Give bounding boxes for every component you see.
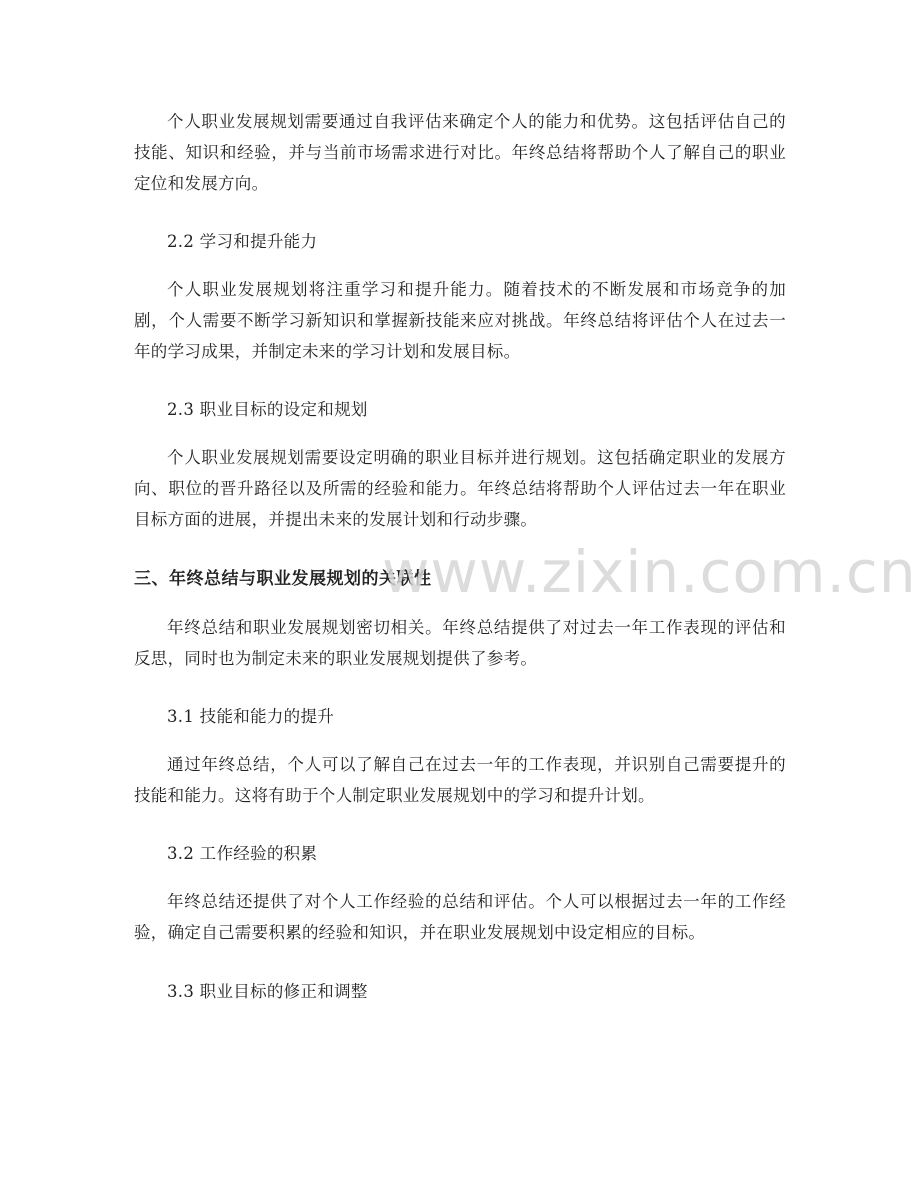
section-heading-2-3: 2.3 职业目标的设定和规划 (167, 400, 368, 419)
section-heading-3-3: 3.3 职业目标的修正和调整 (167, 982, 368, 1001)
section-heading-3-1: 3.1 技能和能力的提升 (167, 707, 335, 726)
paragraph-experience: 年终总结还提供了对个人工作经验的总结和评估。个人可以根据过去一年的工作经验，确定自己需要积累的经验和知识，并在职业发展规划中设定相应的目标。 (134, 892, 786, 942)
paragraph-self-assessment: 个人职业发展规划需要通过自我评估来确定个人的能力和优势。这包括评估自己的技能、知识和经验，并与当前市场需求进行对比。年终总结将帮助个人了解自己的职业定位和发展方向。 (134, 112, 786, 193)
paragraph-skill-improvement: 通过年终总结，个人可以了解自己在过去一年的工作表现，并识别自己需要提升的技能和能力。这将有助于个人制定职业发展规划中的学习和提升计划。 (134, 755, 786, 805)
paragraph-correlation: 年终总结和职业发展规划密切相关。年终总结提供了对过去一年工作表现的评估和反思，同时也为制定未来的职业发展规划提供了参考。 (134, 618, 786, 668)
paragraph-learning: 个人职业发展规划将注重学习和提升能力。随着技术的不断发展和市场竞争的加剧，个人需要不断学习新知识和掌握新技能来应对挑战。年终总结将评估个人在过去一年的学习成果，并制定未来的学习计划和发展目标。 (134, 280, 786, 361)
paragraph-career-goals: 个人职业发展规划需要设定明确的职业目标并进行规划。这包括确定职业的发展方向、职位的晋升路径以及所需的经验和能力。年终总结将帮助个人评估过去一年在职业目标方面的进展，并提出未来的发展计划和行动步骤。 (134, 448, 786, 529)
watermark: www.zixin.com.cn (382, 538, 917, 606)
chapter-heading-3: 三、年终总结与职业发展规划的关联性 (134, 569, 432, 589)
section-heading-3-2: 3.2 工作经验的积累 (167, 844, 318, 863)
section-heading-2-2: 2.2 学习和提升能力 (167, 232, 318, 251)
